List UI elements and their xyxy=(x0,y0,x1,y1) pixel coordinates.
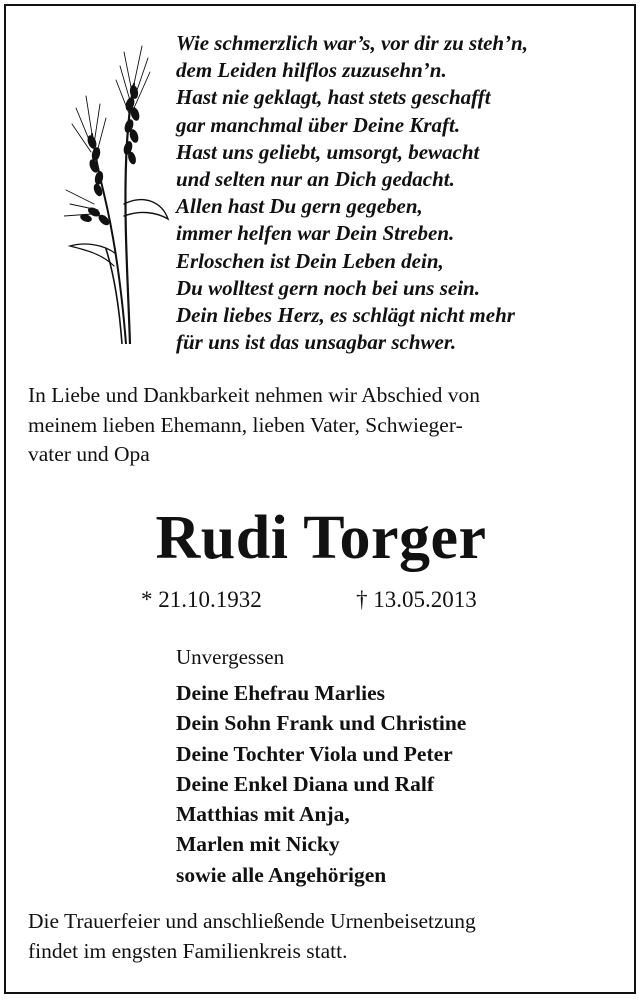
wheat-icon xyxy=(64,44,174,344)
poem xyxy=(176,30,616,356)
poem-line: und selten nur an Dich gedacht. xyxy=(176,167,455,192)
mourner-entry: Dein Sohn Frank und Christine xyxy=(176,711,467,736)
mourners-list xyxy=(176,678,466,890)
footer-line: findet im engsten Familienkreis statt. xyxy=(28,938,348,963)
intro-line: meinem lieben Ehemann, lieben Vater, Schwieger- xyxy=(28,412,463,437)
footer-line: Die Trauerfeier und anschließende Urnenbeisetzung xyxy=(28,909,476,933)
poem-line: Erloschen ist Dein Leben dein, xyxy=(176,248,444,273)
mourner-entry: Deine Tochter Viola und Peter xyxy=(176,741,453,766)
intro-line: vater und Opa xyxy=(28,442,150,466)
poem-line: gar manchmal über Deine Kraft. xyxy=(176,112,461,137)
mourner-entry: Deine Enkel Diana und Ralf xyxy=(176,771,435,796)
poem-line: Dein liebes Herz, es schlägt nicht mehr xyxy=(176,303,515,328)
poem-line: Du wolltest gern noch bei uns sein. xyxy=(176,275,480,300)
poem-line: dem Leiden hilflos zuzusehn’n. xyxy=(176,58,447,83)
intro-line: In Liebe und Dankbarkeit nehmen wir Abschied von xyxy=(28,383,480,407)
death-date: † 13.05.2013 xyxy=(356,587,477,612)
poem-line: immer helfen war Dein Streben. xyxy=(176,221,455,246)
mourner-entry: Marlen mit Nicky xyxy=(176,832,340,857)
birth-date: * 21.10.1932 xyxy=(141,587,262,612)
mourner-entry: Matthias mit Anja, xyxy=(176,802,350,827)
poem-line: Hast nie geklagt, hast stets geschafft xyxy=(176,85,491,110)
poem-line: Wie schmerzlich war’s, vor dir zu steh’n, xyxy=(176,31,528,55)
funeral-note xyxy=(28,907,618,966)
mourner-entry: sowie alle Angehörigen xyxy=(176,862,387,887)
poem-line: Allen hast Du gern gegeben, xyxy=(176,194,423,219)
mourner-entry: Deine Ehefrau Marlies xyxy=(176,681,385,705)
unvergessen-label: Unvergessen xyxy=(176,645,285,669)
farewell-intro xyxy=(28,381,618,470)
poem-line: Hast uns geliebt, umsorgt, bewacht xyxy=(176,139,480,164)
deceased-name: Rudi Torger xyxy=(155,504,487,572)
poem-line: für uns ist das unsagbar schwer. xyxy=(176,330,457,355)
